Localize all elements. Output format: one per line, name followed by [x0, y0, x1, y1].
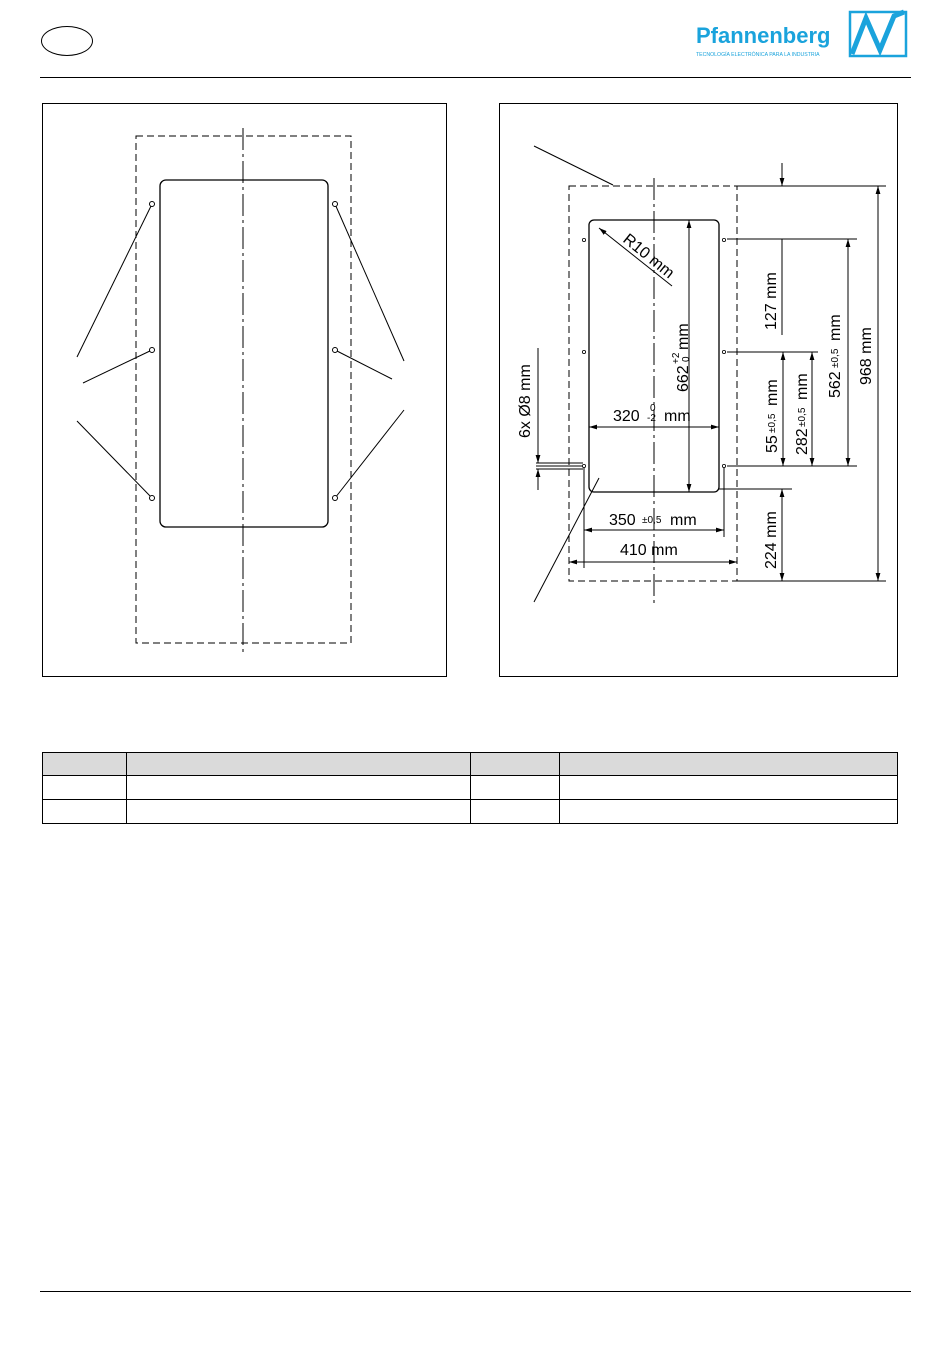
svg-text:±0,5: ±0,5 — [767, 413, 778, 433]
table-cell — [560, 800, 898, 824]
svg-text:0: 0 — [681, 356, 692, 362]
svg-text:mm: mm — [827, 314, 844, 341]
brand-tagline: TECNOLOGÍA ELECTRÓNICA PARA LA INDUSTRIA — [696, 52, 820, 58]
svg-text:mm: mm — [675, 323, 692, 350]
svg-text:±0,5: ±0,5 — [797, 407, 808, 427]
svg-text:350: 350 — [609, 512, 636, 529]
table-row — [43, 776, 898, 800]
svg-text:662: 662 — [675, 365, 692, 392]
table-cell — [471, 776, 560, 800]
svg-text:-2: -2 — [647, 413, 656, 424]
svg-text:0: 0 — [650, 403, 656, 414]
table-header-cell — [43, 753, 127, 776]
svg-text:mm: mm — [794, 373, 811, 400]
radius-label: R10 mm — [619, 230, 678, 283]
footer-divider — [40, 1291, 911, 1292]
table-header-cell — [127, 753, 471, 776]
svg-text:+2: +2 — [671, 352, 682, 364]
width-holes-label — [609, 512, 697, 529]
table-header-row — [43, 753, 898, 776]
top-offset-label: 127 mm — [763, 272, 780, 330]
width-cutout-label — [613, 403, 691, 425]
svg-text:55: 55 — [764, 435, 781, 453]
table-cell — [127, 776, 471, 800]
holes-label: 6x Ø8 mm — [517, 364, 534, 438]
svg-text:320: 320 — [613, 408, 640, 425]
table-cell — [127, 800, 471, 824]
total-height-label: 968 mm — [858, 327, 875, 385]
svg-text:±0,5: ±0,5 — [830, 348, 841, 368]
mount-hole-icon — [582, 350, 585, 353]
bottom-offset-label: 224 mm — [763, 511, 780, 569]
table-header-cell — [471, 753, 560, 776]
svg-text:mm: mm — [670, 512, 697, 529]
spec-table — [42, 752, 898, 824]
svg-text:mm: mm — [664, 408, 691, 425]
svg-text:282: 282 — [794, 428, 811, 455]
mount-hole-icon — [722, 464, 725, 467]
hole-offset-label — [764, 379, 781, 453]
table-cell — [471, 800, 560, 824]
mount-hole-icon — [722, 350, 725, 353]
table-row — [43, 800, 898, 824]
hole-mid-label — [794, 373, 811, 455]
svg-text:±0,5: ±0,5 — [642, 515, 662, 526]
table-header-cell — [560, 753, 898, 776]
width-outer-label: 410 mm — [620, 542, 678, 559]
mount-hole-icon — [582, 464, 585, 467]
svg-text:mm: mm — [764, 379, 781, 406]
table-cell — [43, 800, 127, 824]
mount-hole-icon — [582, 238, 585, 241]
brand-name: Pfannenberg — [696, 23, 831, 48]
height-cutout-label — [671, 323, 692, 392]
hole-span-label — [827, 314, 844, 398]
mount-hole-icon — [722, 238, 725, 241]
svg-text:562: 562 — [827, 371, 844, 398]
table-cell — [560, 776, 898, 800]
table-cell — [43, 776, 127, 800]
